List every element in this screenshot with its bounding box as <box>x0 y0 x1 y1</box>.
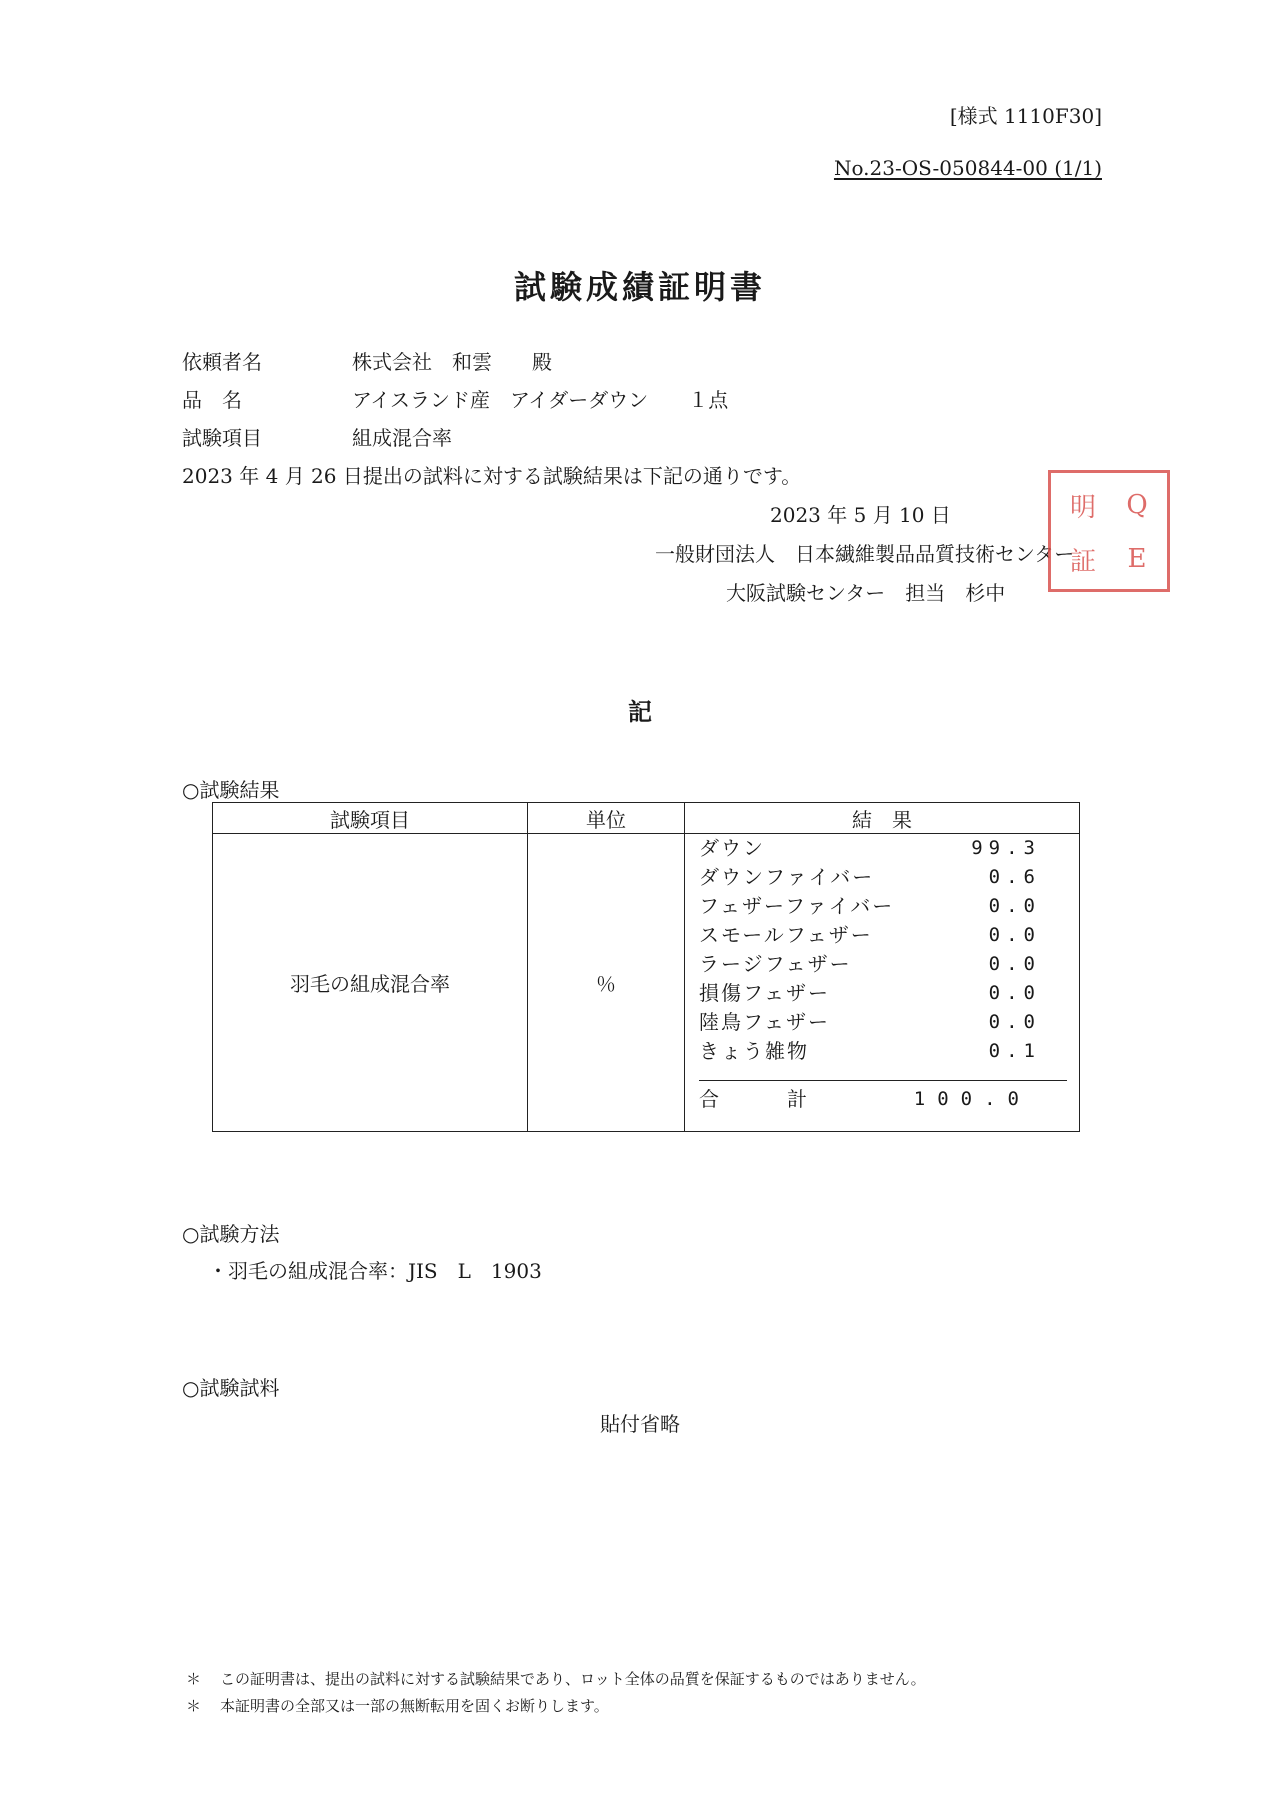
table-row <box>213 834 1080 1132</box>
result-cell <box>685 834 1080 1132</box>
footnote-mark: ＊ <box>186 1670 202 1688</box>
intro-text: 2023 年 4 月 26 日提出の試料に対する試験結果は下記の通りです。 <box>182 464 802 488</box>
issuer-department: 大阪試験センター 担当 杉中 <box>726 581 1006 605</box>
sample-heading: ○試験試料 <box>182 1376 280 1400</box>
item-value: アイスランド産 アイダーダウン １点 <box>352 388 729 412</box>
header-test-item: 試験項目 <box>213 803 528 834</box>
item-label: 品 名 <box>182 388 242 412</box>
footnote <box>186 1668 926 1689</box>
result-row <box>699 950 1067 979</box>
result-value: 99.3 <box>971 837 1041 859</box>
footnote-text: 本証明書の全部又は一部の無断転用を固くお断りします。 <box>220 1697 609 1715</box>
footnote-mark: ＊ <box>186 1697 202 1715</box>
result-list <box>685 834 1079 1117</box>
total-row <box>699 1081 1067 1117</box>
test-item-value: 組成混合率 <box>352 426 452 450</box>
requester-label: 依頼者名 <box>182 350 262 374</box>
header-result: 結 果 <box>685 803 1080 834</box>
seal-char: 証 <box>1069 546 1096 577</box>
result-name: 損傷フェザー <box>699 981 830 1005</box>
seal-char: Q <box>1126 490 1148 520</box>
result-row <box>699 892 1067 921</box>
result-name: フェザーファイバー <box>699 894 895 918</box>
sample-text: 貼付省略 <box>600 1412 680 1436</box>
result-value: 0.0 <box>988 924 1041 946</box>
unit-cell: ％ <box>528 834 685 1132</box>
result-value: 0.1 <box>988 1040 1041 1062</box>
result-row <box>699 863 1067 892</box>
red-seal-stamp <box>1048 470 1170 592</box>
result-name: スモールフェザー <box>699 923 873 947</box>
total-label: 合 計 <box>699 1087 831 1111</box>
header-unit: 単位 <box>528 803 685 834</box>
issuer-organization: 一般財団法人 日本繊維製品品質技術センター <box>655 542 1075 566</box>
method-text: ・羽毛の組成混合率：JIS L 1903 <box>208 1259 542 1283</box>
table-header-row <box>213 803 1080 834</box>
result-name: ダウン <box>699 836 765 860</box>
result-row <box>699 979 1067 1008</box>
result-value: 0.0 <box>988 1011 1041 1033</box>
document-title: 試験成績証明書 <box>513 268 766 306</box>
result-row <box>699 834 1067 863</box>
result-row <box>699 921 1067 950</box>
result-row <box>699 1008 1067 1037</box>
result-value: 0.0 <box>988 895 1041 917</box>
results-table <box>212 802 1080 1132</box>
seal-char: E <box>1127 544 1147 574</box>
result-value: 0.0 <box>988 982 1041 1004</box>
document-number: No.23-OS-050844-00 (1/1) <box>833 156 1102 180</box>
results-heading: ○試験結果 <box>182 778 280 802</box>
test-item-label: 試験項目 <box>182 426 262 450</box>
requester-value: 株式会社 和雲 殿 <box>352 350 552 374</box>
issue-date: 2023 年 5 月 10 日 <box>770 503 951 527</box>
result-name: ラージフェザー <box>699 952 852 976</box>
ki-heading: 記 <box>628 697 652 726</box>
footnote-text: この証明書は、提出の試料に対する試験結果であり、ロット全体の品質を保証するものではありません。 <box>220 1670 926 1688</box>
seal-char: 明 <box>1069 492 1096 523</box>
result-name: きょう雑物 <box>699 1039 809 1063</box>
footnote <box>186 1695 609 1716</box>
result-value: 0.6 <box>988 866 1041 888</box>
test-item-cell: 羽毛の組成混合率 <box>213 834 528 1132</box>
result-row <box>699 1037 1067 1066</box>
total-value: 100.0 <box>913 1088 1031 1110</box>
result-name: 陸鳥フェザー <box>699 1010 830 1034</box>
method-heading: ○試験方法 <box>182 1222 280 1246</box>
result-name: ダウンファイバー <box>699 865 875 889</box>
result-value: 0.0 <box>988 953 1041 975</box>
form-number: [様式 1110F30] <box>949 104 1102 128</box>
